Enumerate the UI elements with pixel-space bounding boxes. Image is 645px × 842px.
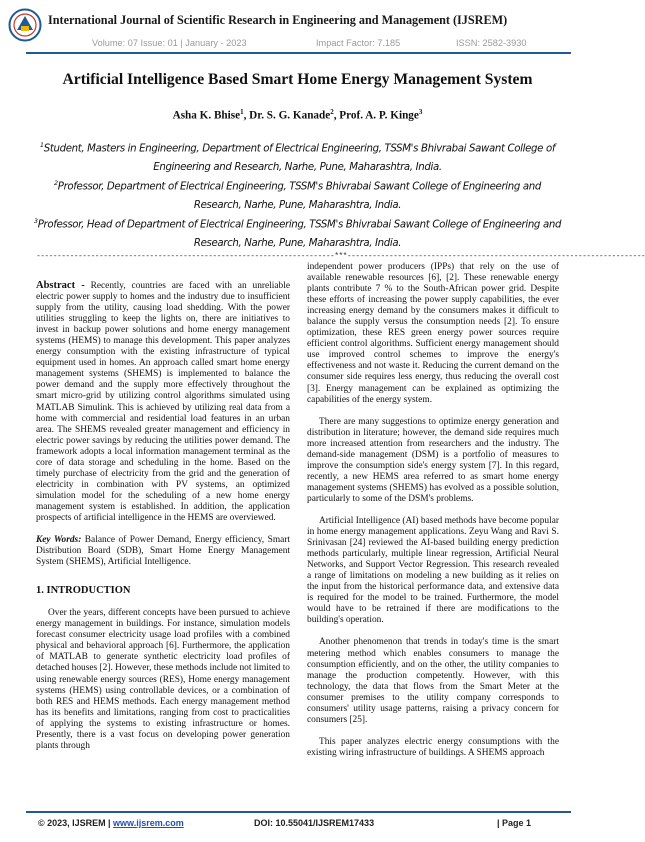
author-name: Prof. A. P. Kinge: [339, 109, 419, 122]
abstract-text: Recently, countries are faced with an unreliable electric power supply to homes and the industry due to insufficient supply from the utility, causing load shedding. With the power utilities struggling to keep the lights on, there are initiatives to invest in backup power solutions and home energy management systems (HEMS) to manage this development. This paper analyzes energy consumption with the existing infrastructure of typical equipment used in homes. An approach called smart home energy management systems (SHEMS) is implemented to balance the power demand and the supply more effectively throughout the smart micro-grid by utilizing control algorithms simulated using MATLAB Simulink. This is achieved by utilizing real data from a home with commercial and residential load features in an urban area. The SHEMS revealed greater management and efficiency in electric power savings by reducing the utilities power demand. The framework adopts a local information management terminal as the core of data storage and scheduling in the home. Based on the timely purchase of electricity from the grid and the generation of electricity in combination with PV systems, an optimized simulation model for the scheduling of a new home energy management system is established. In addition, the application prospects of artificial intelligence in the HEMS are overviewed.: [36, 281, 291, 523]
body-paragraph: This paper analyzes electric energy consumptions with the existing wiring infrastructure of buildings. A SHEMS approach: [307, 736, 559, 758]
body-paragraph: There are many suggestions to optimize energy generation and distribution in literature; however, the demand side requires much more increased attention from researchers and the industry. The demand-side management (DSM) is a portfolio of measures to improve the consumption side's energy system [7]. In this regard, recently, a new HEMS area referred to as smart home energy management systems (SHEMS) has evolved as a possible solution, particularly to some of the DSM's problems.: [307, 416, 559, 504]
keywords: Key Words: Balance of Power Demand, Energy efficiency, Smart Distribution Board (SDB), Smart Home Energy Management System (SHEMS), Artificial Intelligence.: [36, 535, 291, 568]
footer-website: [108, 818, 184, 828]
affiliation-3: [30, 212, 565, 253]
journal-title: International Journal of Scientific Research in Engineering and Management (IJSREM): [48, 13, 508, 27]
body-paragraph: Another phenomenon that trends in today's time is the smart metering method which enables consumers to manage the consumption efficiently, and on the other, the utility companies to manage the production competently. However, with this technology, the data that flows from the Smart Meter at the consumer premises to the utility company corresponds to consumers' utility usage patterns, raising a privacy concern for consumers [25].: [307, 637, 559, 725]
affiliation-2: [30, 174, 565, 215]
abstract: [36, 280, 290, 524]
affiliation-text: Student, Masters in Engineering, Department of Electrical Engineering, TSSM's Bhivrabai Sawant College of Engineering and Research, Narhe, Pune, Maharashtra, India.: [43, 143, 556, 174]
footer-divider: |: [108, 818, 111, 828]
body-paragraph: independent power producers (IPPs) that rely on the use of available renewable resources [6], [2]. These renewable energy plants contribute 7 % to the South-African power grid. Despite these efforts of increasing the power supply capabilities, the ever increasing energy demand by the consumers makes it difficult to balance the supply versus the consumption needs [2]. To ensure optimization, these RES green energy power sources require efficient control algorithms. Sufficient energy management should use improved control schemes to improve the energy's effectiveness and not waste it. Reducing the current demand on the consumer side requires less energy, thus reducing the overall cost [3]. Energy management can be explained as optimizing the capabilities of the energy system.: [307, 262, 559, 405]
header-rule: [26, 52, 571, 54]
author-mark: 1: [240, 108, 244, 116]
footer-divider: |: [497, 818, 500, 828]
impact-factor: Impact Factor: 7.185: [316, 38, 401, 48]
issn: ISSN: 2582-3930: [456, 38, 527, 48]
paper-title: Artificial Intelligence Based Smart Home Energy Management System: [62, 71, 533, 88]
author-mark: 3: [418, 108, 423, 116]
author-mark: 2: [330, 108, 334, 116]
affiliation-mark: 1: [39, 141, 44, 149]
left-column: [36, 280, 290, 752]
affiliation-text: Professor, Head of Department of Electrical Engineering, TSSM's Bhivrabai Sawant College of Engineering and Research, Narhe, Pune, Maharashtra, India.: [37, 219, 562, 250]
affiliation-mark: 2: [53, 179, 58, 187]
intro-paragraph: Over the years, different concepts have been pursued to achieve energy management in buildings. For instance, simulation models forecast consumer electricity usage load profiles with a combined physical and behavioral approach [6]. Furthermore, the application of MATLAB to generate synthetic electricity load profiles of detached houses [2]. However, these methods include not limited to using renewable energy sources (RES), Home energy management systems (HEMS) using controllable devices, or a combination of both RES and HEMS methods. Each energy management method has its benefits and limitations, ranging from cost to practicalities of applying the systems to existing infrastructure or homes. Presently, there is a vast focus on developing power generation plants through: [36, 608, 290, 751]
footer-copyright: © 2023, IJSREM: [38, 818, 106, 828]
abstract-label: Abstract -: [36, 280, 85, 291]
page-number: Page 1: [502, 818, 532, 828]
keywords-label: Key Words: [36, 535, 79, 546]
footer-page: [497, 818, 531, 828]
author-name: Asha K. Bhise: [172, 109, 241, 122]
affiliation-text: Professor, Department of Electrical Engineering, TSSM's Bhivrabai Sawant College of Engineering and Research, Narhe, Pune, Maharashtra, India.: [57, 181, 541, 212]
section-separator: -----------------------------------------------------------------------***-----------------------------------------------------------------------: [36, 252, 645, 261]
ijsrem-logo-icon: [8, 8, 42, 42]
section-heading: 1. INTRODUCTION: [36, 585, 131, 597]
author-separator: ,: [243, 109, 250, 122]
affiliation-1: [30, 136, 565, 177]
author-separator: ,: [333, 109, 340, 122]
author-name: Dr. S. G. Kanade: [249, 109, 331, 122]
author-list: [0, 108, 595, 122]
website-link[interactable]: www.ijsrem.com: [113, 818, 184, 828]
affiliation-mark: 3: [33, 217, 38, 225]
footer-doi: DOI: 10.55041/IJSREM17433: [254, 818, 375, 828]
body-paragraph: Artificial Intelligence (AI) based methods have become popular in home energy management applications. Zeyu Wang and Ravi S. Srinivasan [24] reviewed the AI-based building energy prediction methods particularly, multiple linear regression, Artificial Neural Networks, and Support Vector Regression. This research revealed a range of limitations on modeling a new building as it relies on the input from the historical performance data, and extensive data is required for the model to be trained. Furthermore, the model would have to be retrained if there are modifications to the building's operation.: [307, 515, 559, 626]
volume-issue: Volume: 07 Issue: 01 | January - 2023: [92, 38, 247, 48]
right-column: [307, 262, 559, 759]
keywords-text: Balance of Power Demand, Energy efficiency, Smart Distribution Board (SDB), Smart Home Energy Management System (SHEMS), Artificial Intelligence.: [36, 535, 291, 568]
footer-rule: [26, 811, 571, 813]
